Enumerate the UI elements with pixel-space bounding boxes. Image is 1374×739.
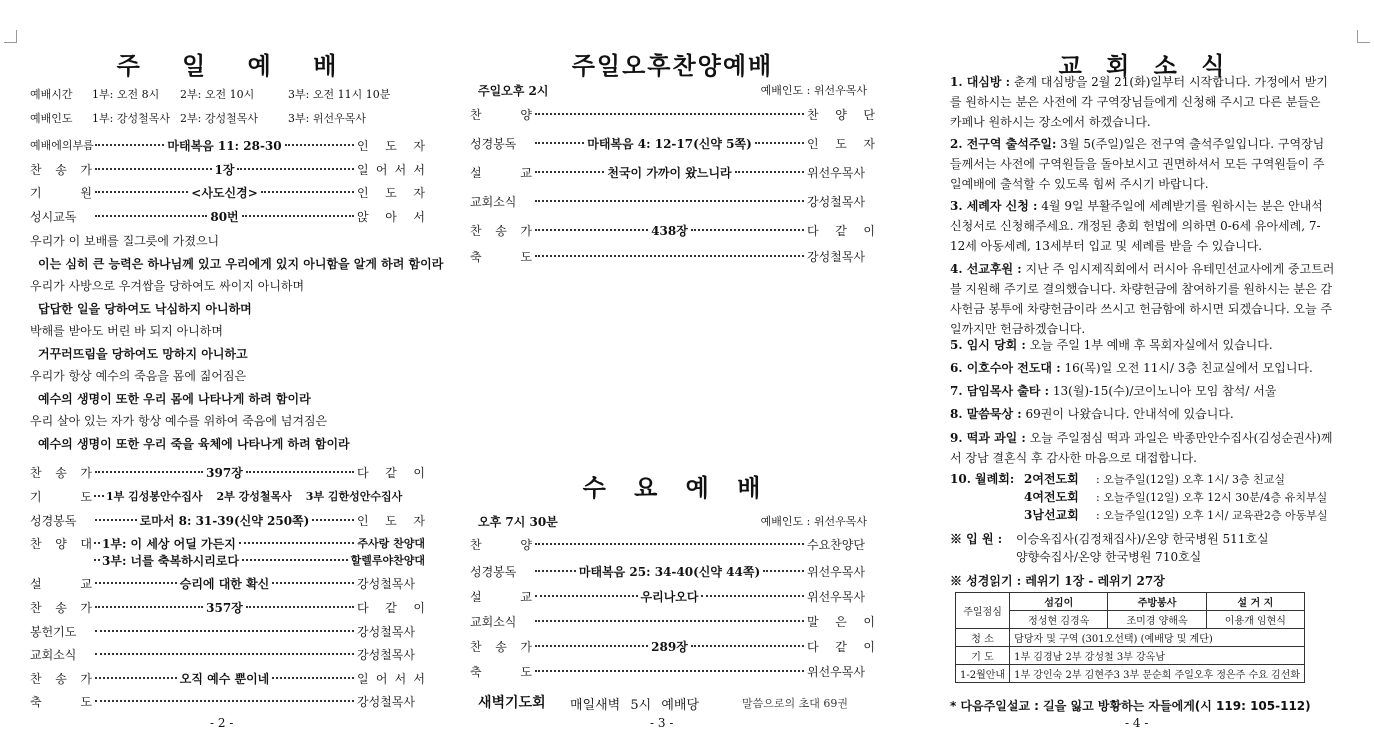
responsive-line: 이는 심히 큰 능력은 하나님께 있고 우리에게 있지 아니함을 알게 하려 함이라	[38, 257, 444, 271]
corner-mark-right	[1357, 30, 1370, 43]
time-2: 2부: 오전 10시	[180, 88, 255, 101]
responsive-line: 예수의 생명이 또한 우리 몸에 나타나게 하려 함이라	[38, 392, 311, 406]
order-row: 성시교독 80번 앉 아 서	[30, 209, 426, 224]
table-cell: 조미경 양해옥	[1108, 611, 1206, 629]
order-row: 찬 송 가 289장 다 같 이	[470, 639, 875, 654]
table-cell: 주일점심	[956, 593, 1010, 629]
table-cell: 기 도	[956, 647, 1010, 665]
wednesday-leader: 예배인도 : 위선우목사	[760, 515, 867, 528]
responsive-line: 우리 살아 있는 자가 항상 예수를 위하여 죽음에 넘겨짐은	[30, 414, 328, 428]
news-item: 2. 전구역 출석주일: 3월 5(주일)일은 전구역 출석주일입니다. 구역장님들께서는 사전에 구역원들을 돌아보시고 권면하셔서 모든 구역원들이 주일예배에 출석할 수 있도록 힘써 주시기 바랍니다.	[950, 137, 1325, 191]
order-row: 설 교 승리에 대한 확신 강성철목사	[30, 576, 415, 591]
wednesday-session: 오후 7시 30분	[478, 515, 558, 529]
table-header: 설 거 지	[1206, 593, 1304, 611]
service-duty-table	[955, 592, 1305, 683]
choir-row-2: 3부: 너를 축복하시리로다 할렐루야찬양대	[30, 550, 425, 570]
order-row: 설 교 우리나오다 위선우목사	[470, 589, 865, 604]
monthly-detail: : 오늘주일(12일) 오후 1시/ 교육관2층 아동부실	[1096, 509, 1328, 522]
order-row: 기 원 <사도신경> 인 도 자	[30, 185, 426, 200]
responsive-line: 답답한 일을 당하여도 낙심하지 아니하며	[38, 302, 252, 316]
sunday-title: 주 일 예 배	[116, 51, 339, 80]
hospital-line: 양향숙집사/온양 한국병원 710호실	[1016, 550, 1202, 564]
news-item: 7. 담임목사 출타 : 13(월)-15(수)/코이노니아 모임 참석/ 서울	[950, 384, 1277, 398]
choir-row-1: 찬 양 대 1부: 이 세상 어딜 가든지 주사랑 찬양대	[30, 536, 425, 551]
prayer-row: 기 도 1부 김성봉안수집사 2부 강성철목사 3부 김한성안수집사	[30, 489, 403, 504]
monthly-name: 3남선교회	[1024, 508, 1079, 522]
responsive-line: 거꾸러뜨림을 당하여도 망하지 아니하고	[38, 347, 248, 361]
order-row: 성경봉독 마태복음 25: 34-40(신약 44쪽) 위선우목사	[470, 564, 865, 579]
page-number: - 2 -	[210, 716, 234, 730]
news-item: 3. 세례자 신청 : 4월 9일 부활주일에 세례받기를 원하시는 분은 안내석 신청서로 신청해주세요. 개정된 총회 헌법에 의하면 0-6세 유아세례, 7-12세 아동세례, 13세부터 입교 및 세례를 받을 수 있습니다.	[950, 199, 1323, 253]
news-item: 1. 대심방 : 춘계 대심방을 2월 21(화)일부터 시작합니다. 가정에서 받기를 원하시는 분은 사전에 각 구역장님들에게 신청해 주시고 다른 분들은 카페나 원하시는 장소에서 하겠습니다.	[950, 75, 1328, 129]
order-row: 설 교 천국이 가까이 왔느니라 위선우목사	[470, 165, 865, 180]
responsive-line: 우리가 항상 예수의 죽음을 몸에 짊어짐은	[30, 369, 247, 383]
order-row: 교회소식 말 은 이	[470, 614, 875, 629]
afternoon-wednesday-panel	[470, 0, 875, 739]
monthly-detail: : 오늘주일(12일) 오후 1시/ 3층 친교실	[1096, 473, 1285, 486]
order-row: 축 도 위선우목사	[470, 664, 865, 679]
news-title: 교 회 소 식	[1058, 51, 1227, 80]
hospital-head: ※ 입 원 :	[950, 532, 1003, 546]
responsive-line: 우리가 이 보배를 질그릇에 가졌으니	[30, 234, 220, 248]
news-item: 4. 선교후원 : 지난 주 임시제직회에서 러시아 유테민선교사에게 중고트러블 지원해 주기로 결의했습니다. 차량헌금에 참여하기를 원하시는 분은 감사헌금 봉투에 차량헌금이라 쓰시고 헌금함에 하시면 되겠습니다. 오늘 주일까지만 헌금하겠습니다.	[950, 262, 1335, 336]
table-cell: 1부 김경남 2부 강성철 3부 강옥남	[1010, 647, 1305, 665]
leader-label: 예배인도	[30, 112, 73, 125]
table-cell: 청 소	[956, 629, 1010, 647]
order-row: 성경봉독 로마서 8: 31-39(신약 250쪽) 인 도 자	[30, 513, 425, 528]
dawn-title: 새벽기도회	[478, 695, 546, 711]
bible-reading: ※ 성경읽기 : 레위기 1장 - 레위기 27장	[950, 574, 1165, 588]
afternoon-session: 주일오후 2시	[478, 84, 549, 98]
hospital-line: 이승옥집사(김정채집사)/온양 한국병원 511호실	[1016, 532, 1269, 546]
afternoon-title: 주일오후찬양예배	[571, 51, 774, 80]
order-row: 교회소식 강성철목사	[470, 194, 865, 209]
wednesday-title: 수 요 예 배	[582, 473, 763, 502]
table-cell: 담당자 및 구역 (301오선택) (예배당 및 계단)	[1010, 629, 1305, 647]
order-row: 교회소식 강성철목사	[30, 647, 415, 662]
corner-mark-left	[4, 30, 17, 43]
responsive-line: 우리가 사방으로 우겨쌈을 당하여도 싸이지 아니하며	[30, 279, 305, 293]
leader-2: 2부: 강성철목사	[180, 112, 258, 125]
next-sermon: * 다음주일설교 : 길을 잃고 방황하는 자들에게(시 119: 105-112)	[950, 699, 1311, 713]
order-row: 찬 송 가 오직 예수 뿐이네 일 어 서 서	[30, 671, 426, 686]
news-item: 8. 말씀묵상 : 69권이 나왔습니다. 안내석에 있습니다.	[950, 407, 1234, 421]
order-row: 찬 송 가 438장 다 같 이	[470, 223, 875, 238]
monthly-detail: : 오늘주일(12일) 오후 12시 30분/4층 유치부실	[1096, 491, 1328, 504]
order-row: 찬 송 가 397장 다 같 이	[30, 465, 425, 480]
page-number: - 4 -	[1125, 716, 1149, 730]
news-item: 9. 떡과 과일 : 오늘 주일점심 떡과 과일은 박종만안수집사(김성순권사)께서 장남 결혼식 후 감사한 마음으로 대접합니다.	[950, 431, 1333, 465]
order-row: 성경봉독 마태복음 4: 12-17(신약 5쪽) 인 도 자	[470, 136, 876, 151]
order-row: 봉헌기도 강성철목사	[30, 624, 415, 639]
news-item: 5. 임시 당회 : 오늘 주일 1부 예배 후 목회자실에서 있습니다.	[950, 338, 1273, 352]
page-number: - 3 -	[650, 716, 674, 730]
order-row: 찬 양 수요찬양단	[470, 537, 865, 552]
order-row: 축 도 강성철목사	[470, 249, 865, 264]
news-item: 6. 이호수아 전도대 : 16(목)일 오전 11시/ 3층 친교실에서 모입니다.	[950, 361, 1313, 375]
table-cell: 1-2월안내	[956, 665, 1010, 683]
responsive-line: 예수의 생명이 또한 우리 죽을 육체에 나타나게 하려 함이라	[38, 437, 350, 451]
order-row: 축 도 강성철목사	[30, 694, 415, 709]
order-row: 찬 송 가 357장 다 같 이	[30, 600, 425, 615]
order-row: 찬 양 찬 양 단	[470, 107, 875, 122]
time-1: 1부: 오전 8시	[92, 88, 160, 101]
sunday-worship-panel	[30, 0, 444, 739]
monthly-name: 4여전도회	[1024, 490, 1079, 504]
order-row: 예배에의부름 마태복음 11: 28-30 인 도 자	[30, 138, 426, 153]
table-header: 주방봉사	[1108, 593, 1206, 611]
table-cell: 1부 강인숙 2부 김현주3 3부 문순희 주일오후 정은주 수요 김선화	[1010, 665, 1305, 683]
monthly-name: 2여전도회	[1024, 472, 1079, 486]
table-cell: 이용개 임현식	[1206, 611, 1304, 629]
time-label: 예배시간	[30, 88, 73, 101]
table-cell: 정성현 김경옥	[1010, 611, 1108, 629]
afternoon-leader: 예배인도 : 위선우목사	[760, 84, 867, 97]
dawn-note: 말씀으로의 초대 69권	[742, 697, 848, 710]
order-row: 찬 송 가 1장 일 어 서 서	[30, 162, 426, 177]
table-header: 섬김이	[1010, 593, 1108, 611]
dawn-time: 매일새벽 5시 예배당	[570, 698, 699, 713]
leader-1: 1부: 강성철목사	[92, 112, 170, 125]
leader-3: 3부: 위선우목사	[288, 112, 366, 125]
church-news-panel	[950, 0, 1335, 739]
time-3: 3부: 오전 11시 10분	[288, 88, 391, 101]
monthly-head: 10. 월례회:	[950, 472, 1015, 486]
responsive-line: 박해를 받아도 버린 바 되지 아니하며	[30, 324, 223, 338]
